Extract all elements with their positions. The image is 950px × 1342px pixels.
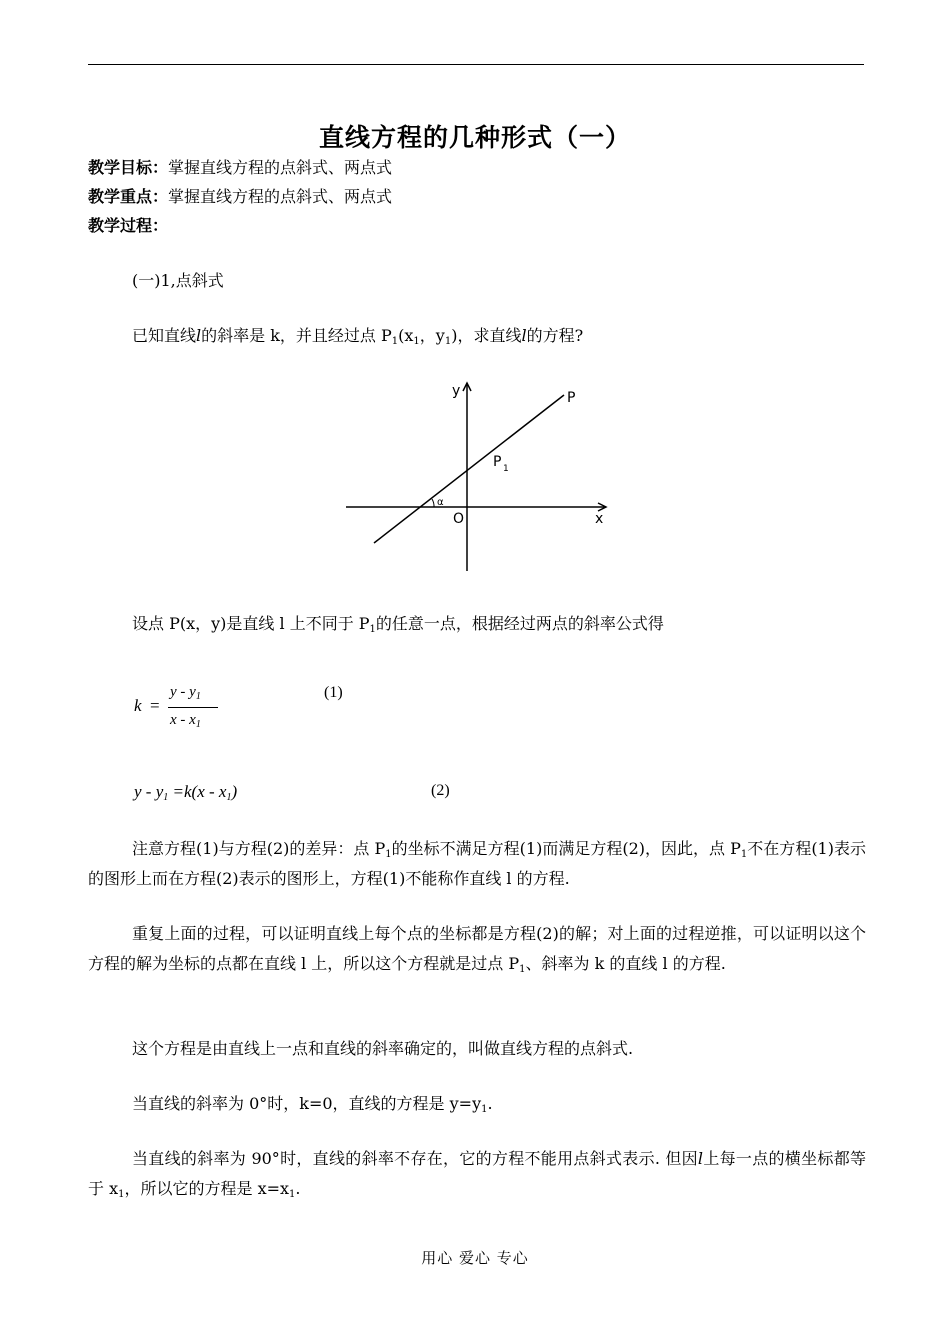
subscript: 1 <box>226 792 232 803</box>
eq1-denominator <box>170 712 201 729</box>
focus-line <box>88 185 392 209</box>
setpoint-part: 的任意一点，根据经过两点的斜率公式得 <box>375 614 664 633</box>
subscript: 1 <box>195 691 201 702</box>
ninety-part: . <box>295 1179 301 1198</box>
equation-1 <box>134 680 374 750</box>
angle-label: α <box>437 497 444 508</box>
question-part: 的斜率是 k，并且经过点 P <box>201 326 392 345</box>
process-label: 教学过程： <box>88 216 169 235</box>
define-paragraph: 这个方程是由直线上一点和直线的斜率确定的，叫做直线方程的点斜式. <box>132 1039 634 1058</box>
subscript: 1 <box>519 964 526 975</box>
process-line <box>88 214 168 238</box>
subscript: 1 <box>163 792 169 803</box>
subscript: 1 <box>413 336 420 347</box>
subscript: 1 <box>289 1189 296 1200</box>
point-p1-subscript: 1 <box>503 464 509 474</box>
setpoint-part: 设点 P(x，y)是直线 l 上不同于 P <box>132 614 370 633</box>
note-part: 的坐标不满足方程(1)而满足方程(2)，因此，点 P <box>391 839 741 858</box>
note-part: 注意方程(1)与方程(2)的差异：点 P <box>132 839 386 858</box>
objective-text: 掌握直线方程的点斜式、两点式 <box>168 158 393 177</box>
line-symbol: l <box>196 326 202 345</box>
eq1-num-text: y - y <box>170 684 196 700</box>
point-p1-label: P <box>493 454 502 470</box>
eq2-lhs: y - y <box>134 782 164 801</box>
eq1-den-text: x - x <box>170 712 196 728</box>
slope-figure <box>340 375 620 580</box>
question-part: 的方程? <box>526 326 584 345</box>
line-symbol: l <box>697 1149 704 1168</box>
line-l <box>374 395 564 543</box>
subscript: 1 <box>740 849 748 860</box>
section-heading: (一)1,点斜式 <box>132 271 224 290</box>
eq1-numerator <box>170 684 201 701</box>
x-label: x <box>595 511 604 527</box>
equation-2 <box>134 782 474 808</box>
subscript: 1 <box>385 849 392 860</box>
eq2-tag: (2) <box>431 782 450 799</box>
eq1-k: k <box>134 696 142 715</box>
objective-label: 教学目标： <box>88 158 169 177</box>
objective-line <box>88 156 392 180</box>
ninety-part: 当直线的斜率为 90°时，直线的斜率不存在，它的方程不能用点斜式表示. 但因 <box>132 1149 698 1168</box>
point-p-label: P <box>567 390 576 406</box>
repeat-part: 、斜率为 k 的直线 l 的方程. <box>525 954 726 973</box>
subscript: 1 <box>195 719 201 730</box>
question-text <box>132 324 583 348</box>
zero-part: . <box>487 1094 493 1113</box>
eq1-equals: = <box>150 696 160 715</box>
note-part: 不在方程(1)表示的图形上而在方程(2)表示的图形上，方程(1)不能称作直线 l 的方程. <box>88 839 866 888</box>
fraction-bar <box>168 707 218 708</box>
eq2-rhs: =k(x - x <box>172 782 227 801</box>
ninety-part: ，所以它的方程是 x=x <box>124 1179 290 1198</box>
page-footer: 用心 爱心 专心 <box>421 1249 529 1267</box>
header-rule <box>88 64 864 65</box>
eq2-rhs-close: ) <box>231 782 238 801</box>
zero-part: 当直线的斜率为 0°时，k=0，直线的方程是 y=y <box>132 1094 482 1113</box>
subscript: 1 <box>444 336 452 347</box>
repeat-paragraph <box>88 919 866 979</box>
subscript: 1 <box>369 624 376 635</box>
eq2-body <box>134 782 237 802</box>
setpoint-text <box>132 612 664 636</box>
vertical-paragraph <box>88 1144 866 1204</box>
angle-arc <box>432 499 434 507</box>
question-part: 已知直线 <box>132 326 197 345</box>
page-title: 直线方程的几种形式（一） <box>318 123 631 152</box>
subscript: 1 <box>391 336 399 347</box>
question-part: ，y <box>419 326 445 345</box>
y-label: y <box>452 383 461 399</box>
question-part: (x <box>398 326 414 345</box>
focus-label: 教学重点： <box>88 187 169 206</box>
question-part: )，求直线 <box>451 326 522 345</box>
line-symbol: l <box>521 326 527 345</box>
eq1-tag: (1) <box>324 684 343 701</box>
origin-label: O <box>453 511 465 527</box>
subscript: 1 <box>118 1189 125 1200</box>
note-paragraph <box>88 834 866 894</box>
zero-slope-paragraph <box>88 1089 866 1119</box>
repeat-part: 重复上面的过程，可以证明直线上每个点的坐标都是方程(2)的解；对上面的过程逆推，可以证明以这个方程的解为坐标的点都在直线 l 上，所以这个方程就是过点 P <box>88 924 866 973</box>
subscript: 1 <box>481 1104 488 1115</box>
focus-text: 掌握直线方程的点斜式、两点式 <box>168 187 393 206</box>
ninety-part: 上每一点的横坐标都等于 x <box>88 1149 866 1198</box>
